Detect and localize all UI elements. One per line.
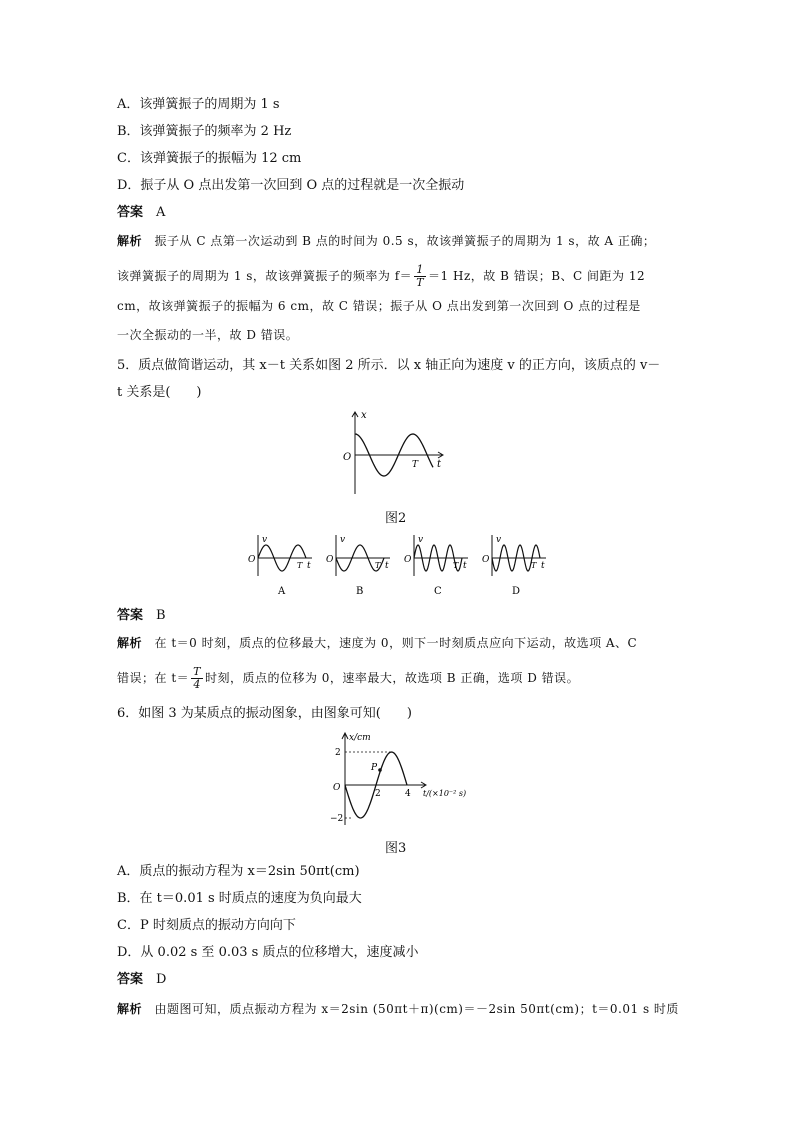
answer-value: B	[156, 608, 166, 623]
analysis-label: 解析	[117, 636, 143, 650]
option-label: D	[512, 586, 521, 597]
point-p-label: P	[371, 763, 378, 773]
figure-2-xt-graph	[340, 408, 450, 498]
q4-option-d: D．振子从 O 点出发第一次回到 O 点的过程就是一次全振动	[117, 178, 465, 193]
period-label: T	[531, 561, 537, 570]
q6-option-a: A．质点的振动方程为 x＝2sin 50πt(cm)	[117, 864, 360, 879]
analysis-label: 解析	[117, 1002, 143, 1016]
figure-2-caption: 图2	[385, 511, 407, 526]
period-label: T	[453, 561, 459, 570]
fraction-denominator: 4	[193, 678, 201, 691]
analysis-label: 解析	[117, 234, 143, 248]
period-label: T	[375, 561, 381, 570]
y-tick-2: 2	[335, 748, 341, 758]
q4-option-c: C．该弹簧振子的振幅为 12 cm	[117, 151, 302, 166]
fraction	[191, 666, 203, 691]
period-label: T	[297, 561, 303, 570]
option-graph-a	[248, 535, 312, 597]
answer-label: 答案	[117, 608, 144, 623]
fraction	[414, 264, 426, 289]
q4-option-b: B．该弹簧振子的频率为 2 Hz	[117, 124, 292, 139]
figure-3-vibration-graph	[325, 730, 485, 830]
axis-label-t: t	[385, 561, 389, 571]
axis-label-t: t	[463, 561, 467, 571]
option-label: C	[434, 586, 442, 597]
q5-stem-line2: t 关系是( )	[117, 385, 202, 400]
t-tick-2: 2	[375, 789, 381, 799]
origin-label: O	[248, 555, 256, 565]
q4-option-a: A．该弹簧振子的周期为 1 s	[117, 97, 280, 112]
q6-option-b: B．在 t＝0.01 s 时质点的速度为负向最大	[117, 891, 362, 906]
option-graph-d	[482, 535, 546, 597]
fraction-denominator: T	[416, 276, 425, 289]
period-label: T	[412, 460, 419, 470]
q4-analysis-line3: cm，故该弹簧振子的振幅为 6 cm，故 C 错误；振子从 O 点出发到第一次回到 O 点的过程是	[117, 299, 641, 313]
figure-2-options	[240, 532, 550, 600]
analysis-text: ＝1 Hz，故 B 错误；B、C 间距为 12	[428, 269, 646, 283]
q6-answer	[117, 971, 166, 989]
analysis-text: 由题图可知，质点振动方程为 x＝2sin (50πt＋π)(cm)＝－2sin 50πt(cm)；t＝0.01 s 时质	[154, 1002, 679, 1016]
analysis-text: 在 t＝0 时刻，质点的位移最大，速度为 0，则下一时刻质点应向下运动，故选项 A、C	[154, 636, 638, 650]
fraction-numerator: T	[193, 665, 201, 678]
axis-label-v: v	[340, 535, 346, 545]
q4-analysis-line1	[117, 232, 655, 250]
origin-label: O	[482, 555, 490, 565]
analysis-text: 错误；在 t＝	[117, 671, 190, 685]
answer-value: D	[156, 972, 167, 987]
axis-label-v: v	[496, 535, 502, 545]
fraction-numerator: 1	[414, 264, 426, 277]
answer-label: 答案	[117, 205, 144, 220]
y-tick-neg2: −2	[330, 814, 344, 824]
origin-label: O	[326, 555, 334, 565]
analysis-text: 时刻，质点的位移为 0，速率最大，故选项 B 正确，选项 D 错误。	[204, 671, 580, 685]
t-tick-4: 4	[405, 789, 411, 799]
q6-option-c: C．P 时刻质点的振动方向向下	[117, 918, 296, 933]
axis-label-t: t/(×10⁻² s)	[423, 789, 467, 798]
q5-stem-line1: 5．质点做简谐运动，其 x－t 关系如图 2 所示．以 x 轴正向为速度 v 的正方向，该质点的 v－	[117, 358, 661, 373]
answer-label: 答案	[117, 972, 144, 987]
answer-value: A	[156, 205, 166, 220]
q5-answer	[117, 607, 166, 625]
q6-option-d: D．从 0.02 s 至 0.03 s 质点的位移增大，速度减小	[117, 945, 419, 960]
option-graph-c	[404, 535, 468, 597]
figure-3-caption: 图3	[385, 841, 407, 856]
option-graph-b	[326, 535, 390, 597]
q6-analysis-line1	[117, 1000, 679, 1018]
axis-label-t: t	[437, 459, 442, 470]
axis-label-x: x	[361, 410, 367, 421]
axis-label-t: t	[541, 561, 545, 571]
point-p	[378, 768, 382, 772]
q4-analysis-line4: 一次全振动的一半，故 D 错误。	[117, 328, 299, 342]
axis-label-v: v	[418, 535, 424, 545]
analysis-text: 该弹簧振子的周期为 1 s，故该弹簧振子的频率为 f＝	[117, 269, 413, 283]
origin-label: O	[404, 555, 412, 565]
axis-label-t: t	[307, 561, 311, 571]
option-label: B	[356, 586, 364, 597]
option-label: A	[278, 586, 286, 597]
origin-label: O	[333, 783, 341, 793]
q5-analysis-line1	[117, 634, 637, 652]
axis-label-v: v	[262, 535, 268, 545]
q4-analysis-line2	[117, 264, 645, 289]
axis-label-y: x/cm	[349, 733, 371, 743]
q6-stem: 6．如图 3 为某质点的振动图象，由图象可知( )	[117, 706, 412, 721]
q4-answer	[117, 204, 165, 222]
analysis-text: 振子从 C 点第一次运动到 B 点的时间为 0.5 s，故该弹簧振子的周期为 1 s，故 A 正确；	[154, 234, 656, 248]
origin-label: O	[343, 452, 352, 463]
q5-analysis-line2	[117, 666, 579, 691]
